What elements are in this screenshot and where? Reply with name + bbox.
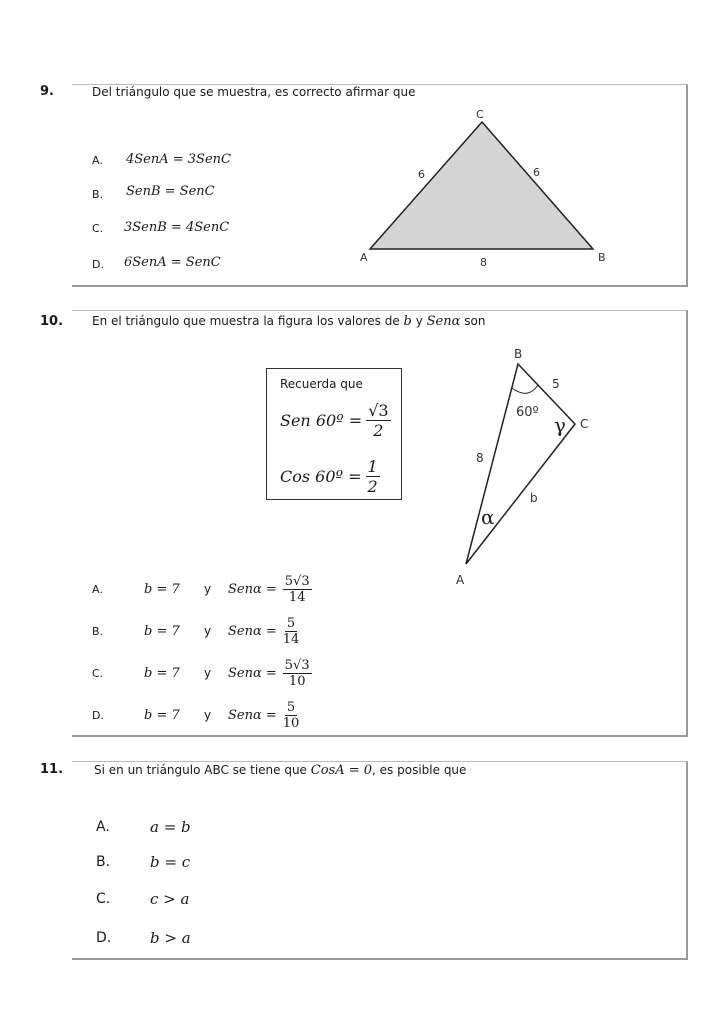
q10-cos60-num: 1 (367, 457, 378, 476)
q9-option-c-text[interactable]: 3SenB = 4SenC (124, 220, 230, 235)
q9-vertex-c: C (476, 108, 484, 121)
q9-option-d-letter[interactable]: D. (92, 258, 104, 271)
q11-option-c[interactable] (96, 887, 296, 911)
q10-option-b-y: y (204, 624, 212, 638)
q10-stem-prefix: En el triángulo que muestra la figura los valores de (92, 314, 400, 328)
q10-option-b-letter: B. (92, 624, 104, 638)
q10-option-d-b: b = 7 (144, 707, 180, 723)
q10-option-b[interactable] (92, 614, 352, 648)
q10-cos60-lhs: Cos 60º = (280, 467, 362, 486)
q10-sen60-frac (366, 402, 390, 439)
q10-option-a-sen: Senα = (228, 581, 277, 597)
q10-number: 10. (40, 314, 64, 329)
q10-option-a-num: 5√3 (284, 573, 310, 589)
q10-option-c-y: y (204, 666, 212, 680)
q10-sen60-lhs: Sen 60º = (280, 411, 363, 430)
q10-side-ab-label: 8 (476, 451, 484, 465)
q9-option-b-letter[interactable]: B. (92, 188, 104, 201)
q11-stem-prefix: Si en un triángulo ABC se tiene que (94, 763, 307, 777)
q9-triangle (370, 122, 593, 249)
q10-option-b-num: 5 (286, 615, 296, 631)
q11-stem-suffix: , es posible que (372, 763, 467, 777)
q10-angle-b-label: 60º (516, 405, 539, 420)
q10-side-bc-label: 5 (552, 377, 560, 391)
q10-option-a-frac (283, 575, 312, 604)
q10-option-a-y: y (204, 582, 212, 596)
q10-angle-c-label: γ (554, 413, 566, 437)
q10-option-c[interactable] (92, 656, 352, 690)
q10-option-a-den: 14 (288, 589, 306, 605)
q11-number: 11. (40, 762, 64, 777)
q10-triangle-figure (450, 340, 600, 590)
q10-option-c-sen: Senα = (228, 665, 277, 681)
q11-option-d-letter: D. (96, 930, 112, 946)
q10-vertex-a: A (456, 573, 465, 587)
q9-option-c-letter[interactable]: C. (92, 222, 104, 235)
q10-angle-a-label: α (481, 505, 495, 529)
q11-option-b[interactable] (96, 850, 296, 874)
q9-vertex-a: A (360, 251, 368, 264)
q9-side-ac-label: 6 (418, 168, 425, 181)
q10-option-c-letter: C. (92, 666, 104, 680)
q10-option-d-den: 10 (282, 715, 300, 731)
q10-option-c-b: b = 7 (144, 665, 180, 681)
q9-option-a-text[interactable]: 4SenA = 3SenC (126, 152, 231, 167)
q10-stem-y: y (415, 314, 423, 328)
q10-option-d-y: y (204, 708, 212, 722)
q10-angle-b-arc (512, 385, 538, 393)
q11-option-a-text: a = b (150, 818, 191, 836)
q10-recuerda-sen (280, 402, 391, 439)
q9-vertex-b: B (598, 251, 606, 264)
q10-stem-suffix: son (464, 314, 486, 328)
q10-cos60-frac (366, 458, 380, 495)
q9-triangle-figure (350, 100, 620, 275)
q11-option-a[interactable] (96, 815, 296, 839)
q10-option-d-sen: Senα = (228, 707, 277, 723)
q9-stem: Del triángulo que se muestra, es correcto afirmar que (92, 85, 416, 99)
q10-stem (92, 314, 485, 329)
q11-stem-math: CosA = 0 (310, 763, 373, 778)
q10-option-c-frac (283, 659, 312, 688)
q9-option-b-text[interactable]: SenB = SenC (126, 184, 215, 199)
q11-option-b-text: b = c (150, 853, 191, 871)
q10-recuerda-title: Recuerda que (280, 377, 363, 391)
q11-option-d[interactable] (96, 926, 296, 950)
q9-side-bc-label: 6 (533, 166, 540, 179)
q11-option-d-text: b > a (150, 929, 191, 947)
q11-option-a-letter: A. (96, 819, 110, 835)
q10-stem-var-b: b (403, 314, 412, 329)
q10-option-a[interactable] (92, 572, 352, 606)
q11-option-c-letter: C. (96, 891, 111, 907)
q9-side-ab-label: 8 (480, 256, 487, 269)
q10-option-b-sen: Senα = (228, 623, 277, 639)
q9-option-d-text[interactable]: 6SenA = SenC (124, 255, 221, 270)
q10-option-d[interactable] (92, 698, 352, 732)
q10-sen60-den: 2 (373, 421, 384, 440)
q10-option-d-num: 5 (286, 699, 296, 715)
q10-option-d-letter: D. (92, 708, 104, 722)
q10-option-d-frac (283, 701, 300, 730)
q11-stem (94, 763, 466, 778)
q10-option-b-frac (283, 617, 300, 646)
q9-option-a-letter[interactable]: A. (92, 154, 103, 167)
q10-recuerda-cos (280, 458, 380, 495)
q10-option-b-b: b = 7 (144, 623, 180, 639)
q10-option-a-b: b = 7 (144, 581, 180, 597)
q10-sen60-num: √3 (368, 401, 389, 420)
q11-option-c-text: c > a (150, 890, 190, 908)
q9-number: 9. (40, 84, 54, 99)
q10-option-c-den: 10 (288, 673, 306, 689)
q10-vertex-b: B (514, 347, 523, 361)
q10-cos60-den: 2 (367, 477, 378, 496)
q10-option-c-num: 5√3 (284, 657, 310, 673)
q10-stem-var-senalpha: Senα (426, 314, 461, 329)
q11-option-b-letter: B. (96, 854, 111, 870)
q10-side-ac-label: b (530, 491, 538, 505)
q10-option-b-den: 14 (282, 631, 300, 647)
q10-option-a-letter: A. (92, 582, 103, 596)
q10-vertex-c: C (580, 417, 589, 431)
